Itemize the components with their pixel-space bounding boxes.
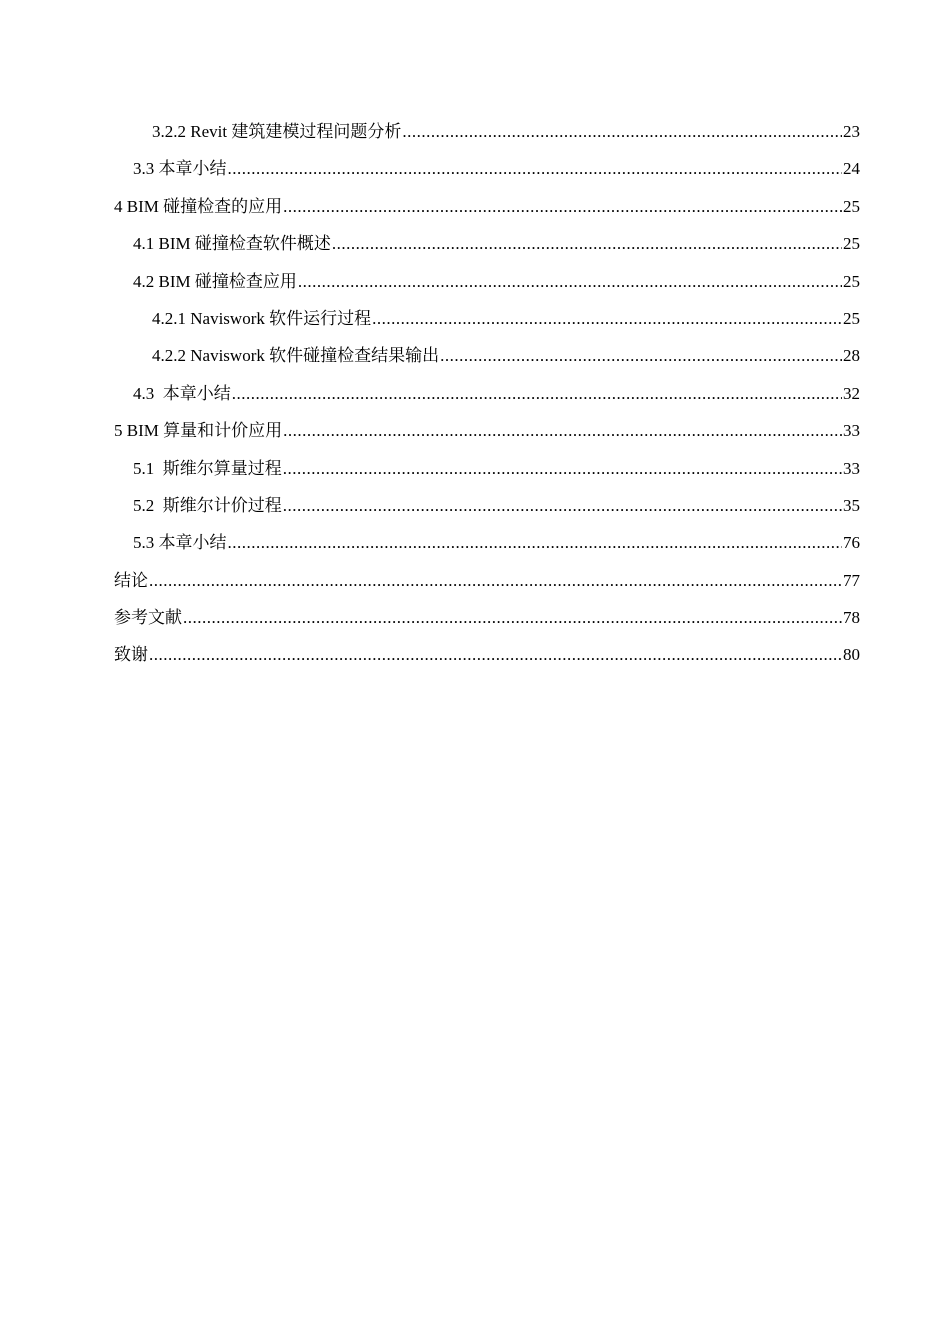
toc-entry-page: 25 bbox=[843, 234, 860, 254]
toc-entry-page: 25 bbox=[843, 271, 860, 291]
toc-leader-dots bbox=[372, 306, 842, 332]
toc-leader-dots bbox=[149, 642, 842, 668]
toc-entry-5-1[interactable] bbox=[114, 456, 860, 493]
toc-entry-page: 23 bbox=[843, 122, 860, 141]
toc-entry-5-2[interactable] bbox=[114, 493, 860, 530]
toc-entry-title: 3.3 本章小结 bbox=[133, 159, 227, 179]
toc-entry-title: 3.2.2 Revit 建筑建模过程问题分析 bbox=[152, 122, 402, 141]
toc-entry-4-2-1[interactable] bbox=[114, 306, 860, 343]
toc-entry-page: 25 bbox=[843, 308, 860, 328]
toc-entry-title: 4.2.1 Naviswork 软件运行过程 bbox=[152, 308, 372, 328]
toc-leader-dots bbox=[228, 156, 843, 182]
toc-entry-page: 33 bbox=[843, 421, 860, 441]
toc-leader-dots bbox=[298, 269, 842, 295]
toc-entry-page: 32 bbox=[843, 383, 860, 403]
toc-entry-3-2-2[interactable] bbox=[114, 119, 860, 156]
toc-leader-dots bbox=[402, 119, 842, 145]
toc-entry-3-3[interactable] bbox=[114, 156, 860, 193]
toc-entry-title: 5.2 斯维尔计价过程 bbox=[133, 495, 282, 515]
toc-entry-page: 33 bbox=[843, 458, 860, 478]
toc-leader-dots bbox=[283, 418, 842, 444]
table-of-contents bbox=[114, 119, 860, 680]
toc-entry-title: 5.3 本章小结 bbox=[133, 533, 227, 553]
toc-leader-dots bbox=[283, 493, 842, 519]
toc-leader-dots bbox=[228, 530, 843, 556]
toc-entry-acknowledgements[interactable] bbox=[114, 642, 860, 679]
toc-entry-title: 5.1 斯维尔算量过程 bbox=[133, 458, 282, 478]
toc-entry-page: 78 bbox=[843, 608, 860, 628]
toc-entry-title: 4.1 BIM 碰撞检查软件概述 bbox=[133, 234, 331, 254]
toc-entry-page: 25 bbox=[843, 196, 860, 216]
toc-leader-dots bbox=[149, 568, 842, 594]
toc-entry-title: 参考文献 bbox=[114, 608, 182, 628]
toc-entry-title: 结论 bbox=[114, 570, 148, 590]
toc-entry-title: 4 BIM 碰撞检查的应用 bbox=[114, 196, 283, 216]
toc-entry-4-1[interactable] bbox=[114, 231, 860, 268]
toc-leader-dots bbox=[440, 343, 842, 369]
toc-entry-page: 80 bbox=[843, 645, 860, 665]
toc-entry-references[interactable] bbox=[114, 605, 860, 642]
toc-leader-dots bbox=[232, 381, 842, 407]
toc-leader-dots bbox=[332, 231, 842, 257]
toc-leader-dots bbox=[183, 605, 842, 631]
toc-entry-4[interactable] bbox=[114, 194, 860, 231]
toc-entry-5-3[interactable] bbox=[114, 530, 860, 567]
toc-leader-dots bbox=[283, 456, 842, 482]
toc-entry-4-2[interactable] bbox=[114, 269, 860, 306]
toc-entry-title: 致谢 bbox=[114, 645, 148, 665]
toc-leader-dots bbox=[283, 194, 842, 220]
toc-entry-title: 5 BIM 算量和计价应用 bbox=[114, 421, 283, 441]
toc-entry-page: 28 bbox=[843, 346, 860, 366]
toc-entry-title: 4.3 本章小结 bbox=[133, 383, 231, 403]
toc-entry-4-3[interactable] bbox=[114, 381, 860, 418]
toc-entry-title: 4.2.2 Naviswork 软件碰撞检查结果输出 bbox=[152, 346, 440, 366]
toc-entry-page: 24 bbox=[843, 159, 860, 179]
toc-entry-page: 35 bbox=[843, 495, 860, 515]
toc-entry-page: 77 bbox=[843, 570, 860, 590]
toc-entry-page: 76 bbox=[843, 533, 860, 553]
toc-entry-title: 4.2 BIM 碰撞检查应用 bbox=[133, 271, 297, 291]
toc-entry-4-2-2[interactable] bbox=[114, 343, 860, 380]
toc-entry-conclusion[interactable] bbox=[114, 568, 860, 605]
toc-entry-5[interactable] bbox=[114, 418, 860, 455]
